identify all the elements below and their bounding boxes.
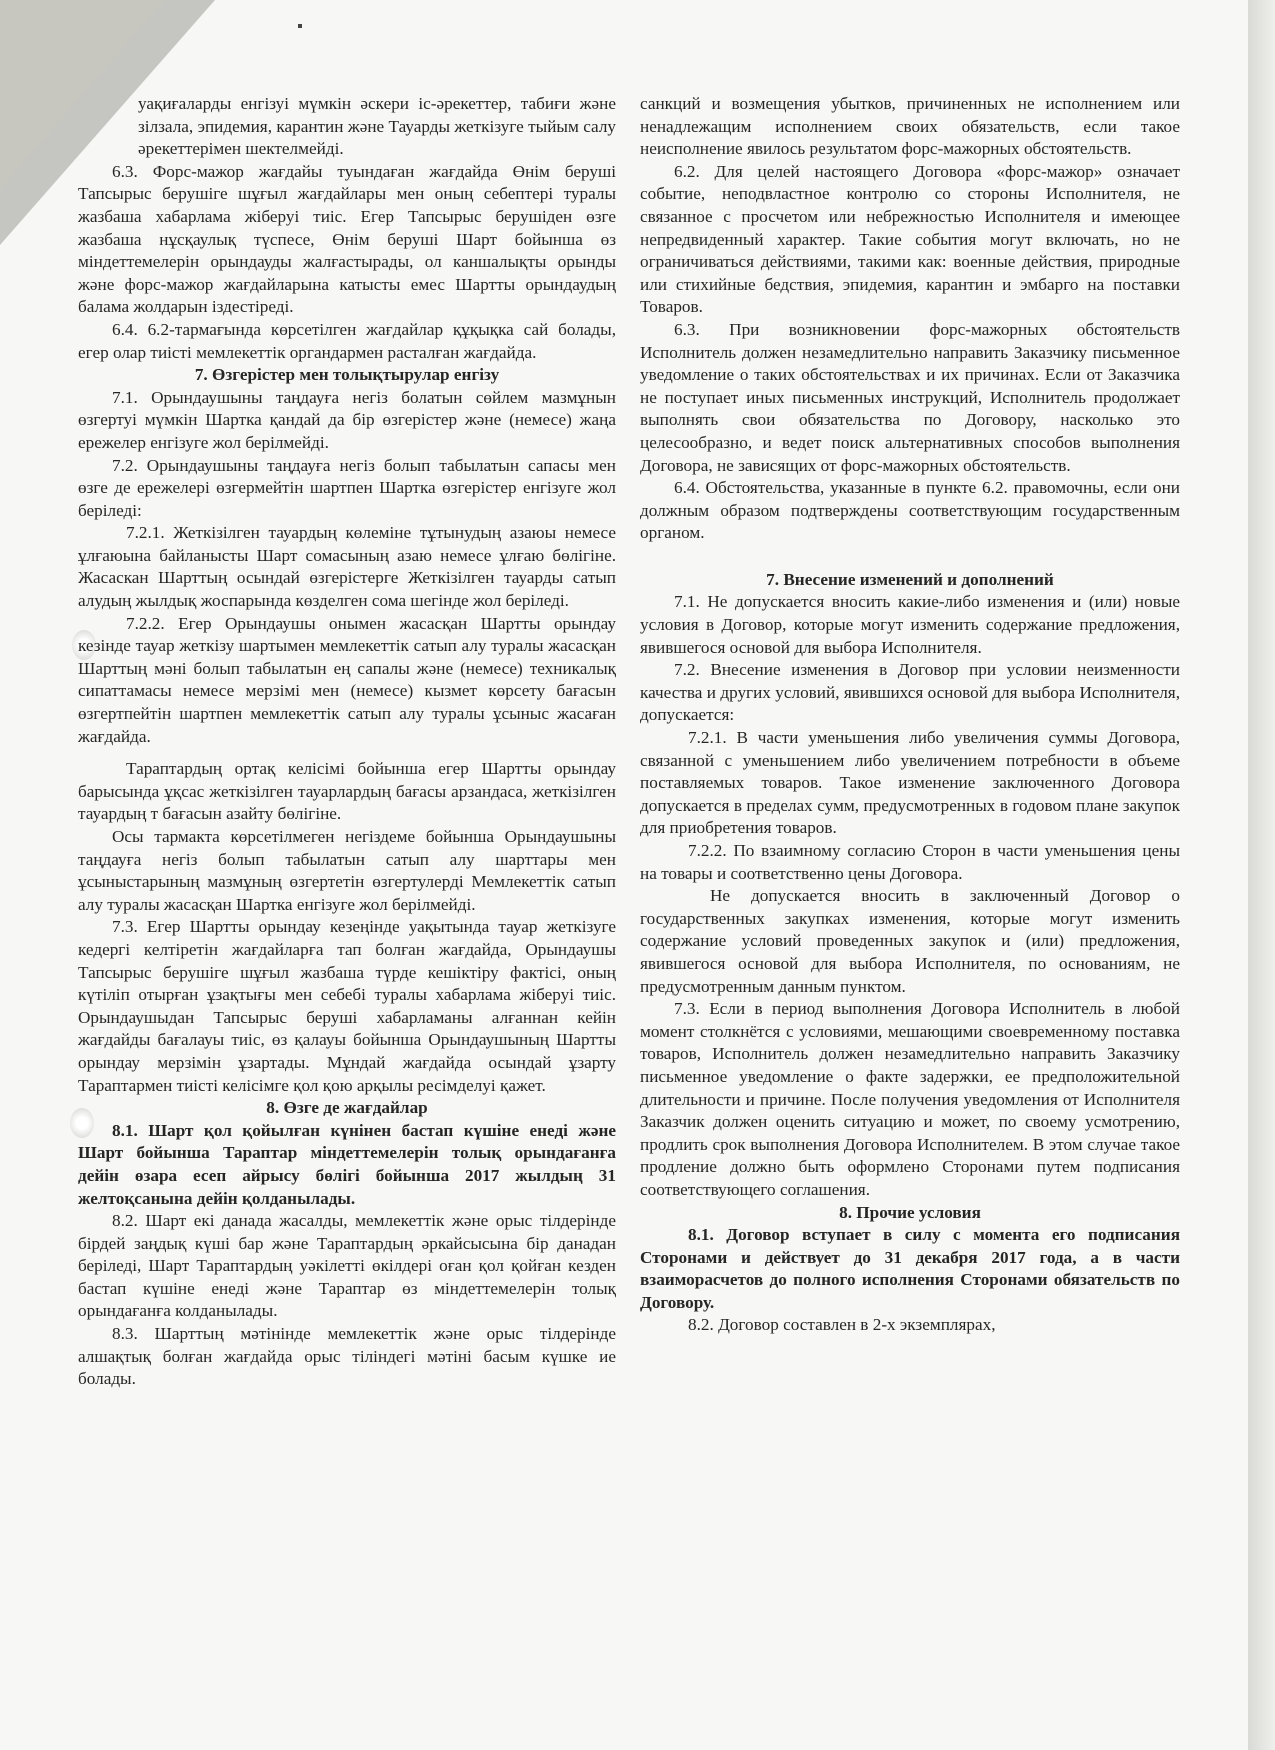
section-8-heading: 8. Өзге де жағдайлар (266, 1098, 428, 1118)
paragraph-6-1-continued: санкций и возмещения убытков, причиненных не исполнением или ненадлежащим исполнением своих обязательств, если такое неисполнение явилось результатом форс-мажорных обстоятельств. (640, 94, 1180, 159)
paragraph-7-2-2: 7.2.2. Егер Орындаушы онымен жасасқан Шартты орындау кезінде тауар жеткізу шартымен мемлекеттік сатып алу туралы жасасқан Шарттың мәні болып табылатын ең сапалы және (немесе) техникалық сипаттамасы немесе мерзімі мен (немесе) кызмет көрсету бағасын өзгертпейтін шартпен мемлекеттік сатып алу туралы ұсыныс жасаған жағдайда. (78, 613, 616, 746)
russian-column (640, 93, 1180, 1337)
section-7-heading: 7. Внесение изменений и дополнений (766, 569, 1054, 589)
paragraph-7-2: 7.2. Орындаушыны таңдауға негіз болып табылатын сапасы мен өзге де ережелері өзгермейтін шартпен Шартка өзгерістер енгізуге жол беріледі: (78, 455, 616, 520)
paragraph-6-4: 6.4. 6.2-тармағында көрсетілген жағдайлар құқықка сай болады, егер олар тиісті мемлекеттік органдармен расталған жағдайда. (78, 319, 616, 362)
paragraph-7-2-1: 7.2.1. В части уменьшения либо увеличения суммы Договора, связанной с уменьшением либо увеличением потребности в объеме поставляемых товаров. Такое изменение заключенного Договора допускается в пределах сумм, предусмотренных в годовом плане закупок для приобретения товаров. (640, 728, 1180, 838)
scan-speck (298, 24, 302, 28)
kazakh-column (78, 93, 616, 1391)
paragraph-8-3: 8.3. Шарттың мәтінінде мемлекеттік және орыс тілдерінде алшақтық болған жағдайда орыс тіліндегі мәтіні басым күшке ие болады. (78, 1324, 616, 1389)
paragraph-7-2-2: 7.2.2. По взаимному согласию Сторон в части уменьшения цены на товары и соответственно цены Договора. (640, 841, 1180, 883)
paragraph-not-allowed: Не допускается вносить в заключенный Договор о государственных закупках изменения, которые могут изменить содержание условий проведенных закупок и (или) предложения, явившегося основой для выбора Исполнителя, по основаниям, не предусмотренным данным пунктом. (640, 886, 1180, 996)
paragraph-6-2-continued: уақиғаларды енгізуі мүмкін әскери іс-әрекеттер, табиғи және зілзала, эпидемия, карантин және Тауарды жеткізуге тыйым салу әрекеттерімен шектелмейді. (138, 94, 616, 159)
paragraph-6-4: 6.4. Обстоятельства, указанные в пункте 6.2. правомочны, если они должным образом подтверждены соответствующим государственным органом. (640, 478, 1180, 543)
paragraph-7-3: 7.3. Егер Шартты орындау кезеңінде уақытында тауар жеткізуге кедергі келтіретін жағдайларға тап болған жағдайда, Орындаушы Тапсырыс берушіге шұғыл жазбаша түрде кешіктіру фактісі, оның күтіліп отырған ұзақтығы мен себебі туралы хабарлама жіберуі тиіс. Орындаушыдан Тапсырыс беруші хабарламаны алғаннан кейін жағдайды бағалауы тиіс, өз қалауы бойынша Орындаушының Шартты орындау мерзімін ұзартады. Мұндай жағдайда осындай ұзарту Тараптармен тиісті келісімге қол қою арқылы ресімделуі қажет. (78, 917, 616, 1095)
paragraph-8-1: 8.1. Шарт қол қойылған күнінен бастап күшіне енеді және Шарт бойынша Тараптар міндеттемелерін толық орындағанға дейін өзара есеп айрысу бөлігі бойынша 2017 жылдың 31 желтоқсанына дейін қолданылады. (78, 1120, 616, 1208)
paragraph-7-1: 7.1. Не допускается вносить какие-либо изменения и (или) новые условия в Договор, которые могут изменить содержание предложения, явившегося основой для выбора Исполнителя. (640, 592, 1180, 657)
page-edge-shadow (1248, 0, 1275, 1750)
paragraph-7-1: 7.1. Орындаушыны таңдауға негіз болатын сөйлем мазмұнын өзгертуі мүмкін Шартка қандай да бір өзгерістер және (немесе) жаңа ережелер енгізуге жол берілмейді. (78, 387, 616, 452)
section-8-heading: 8. Прочие условия (839, 1202, 981, 1222)
paragraph-6-3: 6.3. При возникновении форс-мажорных обстоятельств Исполнитель должен незамедлительно направить Заказчику письменное уведомление о таких обстоятельствах и их причинах. Если от Заказчика не поступает иных письменных инструкций, Исполнитель продолжает выполнять свои обязательства по Договору, насколько это целесообразно, и ведет поиск альтернативных способов выполнения Договора, не зависящих от форс-мажорных обстоятельств. (640, 319, 1180, 475)
paragraph-7-2-1: 7.2.1. Жеткізілген тауардың көлеміне тұтынудың азаюы немесе ұлғаюына байланысты Шарт сомасының азаю немесе ұлғаю бөлігіне. Жасаскан Шарттың осындай өзгерістерге Жеткізілген тауарды сатып алудың жылдық жоспарында көзделген сома шегінде жол беріледі. (78, 523, 616, 611)
section-7-heading: 7. Өзгерістер мен толықтырулар енгізу (194, 365, 500, 385)
paragraph-parties-agreement: Тараптардың ортақ келісімі бойынша егер Шартты орындау барысында ұқсас жеткізілген тауарлардың бағасы арзандаса, жеткізілген тауардың т бағасын азайту бөлігіне. (78, 759, 616, 824)
paragraph-not-specified: Осы тармакта көрсетілмеген негіздеме бойынша Орындаушыны таңдауға негіз болып табылатын сатып алу шарттары мен ұсыныстарының мазмұның өзгертетін өзгертулерді Мемлекеттік сатып алу туралы жасасқан Шартка енгізуге жол берілмейді. (78, 827, 616, 914)
paragraph-7-3: 7.3. Если в период выполнения Договора Исполнитель в любой момент столкнётся с условиями, мешающими своевременному поставка товаров, Исполнитель должен незамедлительно направить Заказчику письменное уведомление о факте задержки, ее предположительной длительности и причине. После получения уведомления от Исполнителя Заказчик должен оценить ситуацию и может, по своему усмотрению, продлить срок выполнения Договора Исполнителем. В этом случае такое продление должно быть оформлено Сторонами путем подписания соответствующего соглашения. (640, 999, 1180, 1199)
paragraph-6-3: 6.3. Форс-мажор жағдайы туындаған жағдайда Өнім беруші Тапсырыс берушіге шұғыл жағдайлары мен оның себептері туралы жазбаша хабарлама жіберуі тиіс. Егер Тапсырыс берушіден өзге жазбаша нұсқаулық түспесе, Өнім беруші Шарт бойынша өз міндеттемелерін орындауды жалғастырады, ол каншалықты орынды және форс-мажор жағдайларына катысты емес Шартты орындаудың балама жолдарын іздестіреді. (78, 161, 616, 317)
paragraph-8-1: 8.1. Договор вступает в силу с момента его подписания Сторонами и действует до 31 декабря 2017 года, а в части взаиморасчетов до полного исполнения Сторонами обязательств по Договору. (640, 1225, 1180, 1312)
paragraph-7-2: 7.2. Внесение изменения в Договор при условии неизменности качества и других условий, явившихся основой для выбора Исполнителя, допускается: (640, 660, 1180, 725)
paragraph-6-2: 6.2. Для целей настоящего Договора «форс-мажор» означает событие, неподвластное контролю со стороны Исполнителя, не связанное с просчетом или небрежностью Исполнителя и имеющее непредвиденный характер. Такие события могут включать, но не ограничиваться действиями, такими как: военные действия, природные или стихийные бедствия, эпидемия, карантин и эмбарго на поставки Товаров. (640, 161, 1180, 317)
paragraph-8-2: 8.2. Договор составлен в 2-х экземплярах, (688, 1315, 996, 1335)
paragraph-8-2: 8.2. Шарт екі данада жасалды, мемлекеттік және орыс тілдерінде бірдей заңдық күші бар және Тараптардың әркайсысына бір данадан беріледі, Шарт Тараптардың уәкілетті өкілдері оған қол қойған кезден бастап күшіне енеді және Тараптар өз міндеттемелерін толық орындағанға колданылады. (78, 1211, 616, 1321)
